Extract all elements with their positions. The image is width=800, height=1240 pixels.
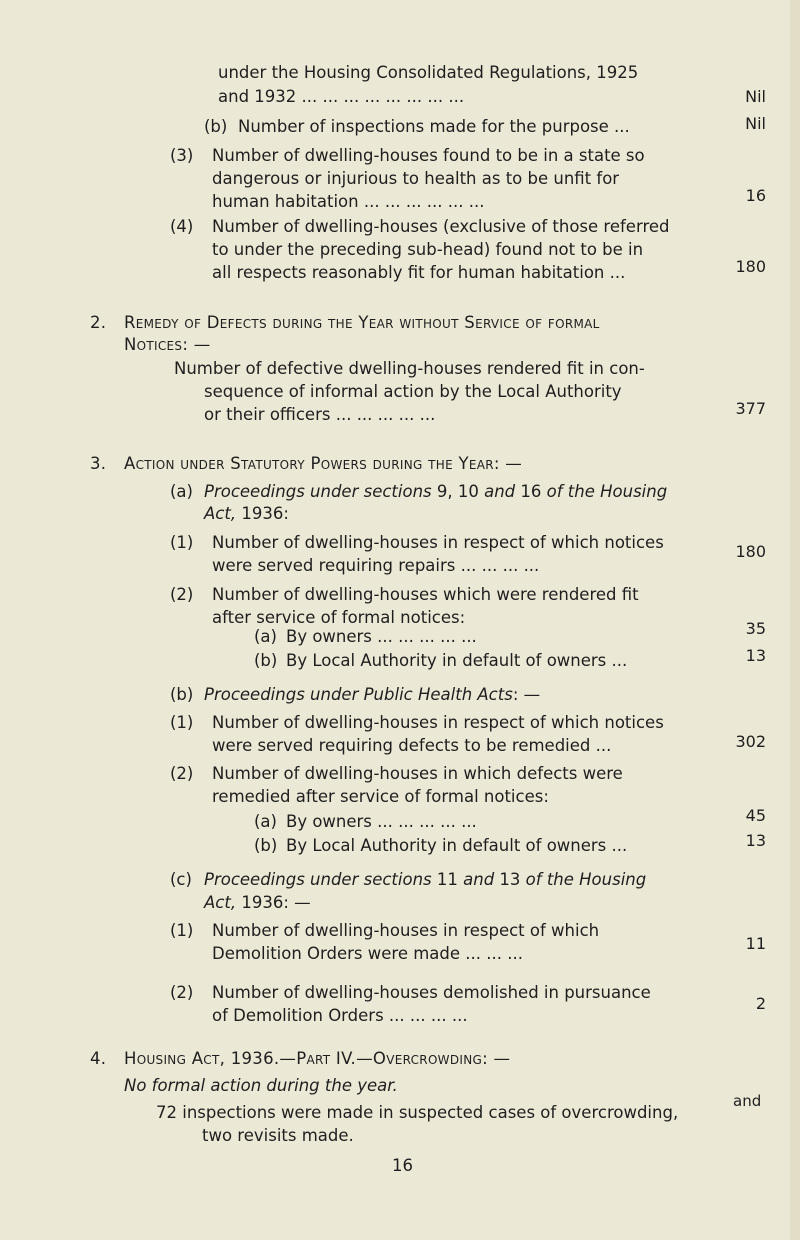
c1-number: (1)	[170, 921, 194, 940]
value-b1: 302	[735, 732, 766, 751]
value-a2a: 35	[745, 619, 766, 638]
top-line-2: and 1932 ... ... ... ... ... ... ... ...	[218, 87, 465, 106]
a2-line-1: Number of dwelling-houses which were rendered fit	[212, 585, 639, 604]
b2b-text: By Local Authority in default of owners ...	[286, 836, 628, 855]
value-item-4: 180	[735, 257, 766, 276]
item-4-line-3: all respects reasonably fit for human habitation ...	[212, 263, 626, 282]
sub-b-marker: (b)	[170, 685, 194, 704]
section-4-italic-line: No formal action during the year.	[124, 1076, 398, 1095]
value-b-inspections: Nil	[745, 114, 766, 133]
value-item-3: 16	[745, 186, 766, 205]
value-and-1932: Nil	[745, 87, 766, 106]
b1-line-1: Number of dwelling-houses in respect of which notices	[212, 713, 664, 732]
value-b2a: 45	[745, 806, 766, 825]
b2-number: (2)	[170, 764, 194, 783]
value-b2b: 13	[745, 831, 766, 850]
b1-number: (1)	[170, 713, 194, 732]
section-2-number: 2.	[90, 313, 107, 332]
value-section-2: 377	[735, 399, 766, 418]
a2a-text: By owners ... ... ... ... ...	[286, 627, 477, 646]
section-2-line-1: Number of defective dwelling-houses rendered fit in con-	[174, 359, 645, 378]
section-4-number: 4.	[90, 1049, 107, 1068]
page-number: 16	[392, 1156, 413, 1175]
item-4-line-2: to under the preceding sub-head) found not to be in	[212, 240, 644, 259]
item-b-text: Number of inspections made for the purpose ...	[238, 117, 630, 136]
sub-a-heading-line-2: Act, 1936:	[204, 504, 289, 523]
c1-line-1: Number of dwelling-houses in respect of which	[212, 921, 600, 940]
value-c2: 2	[755, 994, 766, 1013]
section-3-number: 3.	[90, 454, 107, 473]
b2a-marker: (a)	[254, 812, 277, 831]
section-3-heading: Action under Statutory Powers during the Year: —	[124, 454, 523, 473]
sub-a-marker: (a)	[170, 482, 193, 501]
a2-number: (2)	[170, 585, 194, 604]
section-2-heading-line-1: Remedy of Defects during the Year without Service of formal	[124, 313, 600, 332]
section-4-line-2: two revisits made.	[202, 1126, 354, 1145]
page-edge	[790, 0, 800, 1240]
a1-line-1: Number of dwelling-houses in respect of which notices	[212, 533, 664, 552]
c1-line-2: Demolition Orders were made ... ... ...	[212, 944, 523, 963]
b1-line-2: were served requiring defects to be remedied ...	[212, 736, 612, 755]
b2-line-2: remedied after service of formal notices:	[212, 787, 549, 806]
section-4-line-1: 72 inspections were made in suspected cases of overcrowding,	[156, 1103, 679, 1122]
item-b-marker: (b)	[204, 117, 228, 136]
item-3-line-3: human habitation ... ... ... ... ... ...	[212, 192, 485, 211]
top-line-1: under the Housing Consolidated Regulations, 1925	[218, 63, 639, 82]
a2a-marker: (a)	[254, 627, 277, 646]
item-4-line-1: Number of dwelling-houses (exclusive of those referred	[212, 217, 670, 236]
section-2-line-3: or their officers ... ... ... ... ...	[204, 405, 436, 424]
a2b-text: By Local Authority in default of owners ...	[286, 651, 628, 670]
a2-line-2: after service of formal notices:	[212, 608, 466, 627]
value-c1: 11	[745, 934, 766, 953]
value-a2b: 13	[745, 646, 766, 665]
b2-line-1: Number of dwelling-houses in which defects were	[212, 764, 623, 783]
a1-line-2: were served requiring repairs ... ... ... ...	[212, 556, 540, 575]
sub-c-marker: (c)	[170, 870, 192, 889]
b2a-text: By owners ... ... ... ... ...	[286, 812, 477, 831]
item-3-number: (3)	[170, 146, 194, 165]
item-3-line-2: dangerous or injurious to health as to be unfit for	[212, 169, 620, 188]
section-2-line-2: sequence of informal action by the Local Authority	[204, 382, 622, 401]
sub-c-heading-line-1: Proceedings under sections 11 and 13 of the Housing	[204, 870, 647, 889]
c2-line-1: Number of dwelling-houses demolished in pursuance	[212, 983, 651, 1002]
a2b-marker: (b)	[254, 651, 278, 670]
c2-number: (2)	[170, 983, 194, 1002]
sub-b-heading: Proceedings under Public Health Acts: —	[204, 685, 541, 704]
section-4-line-1-tail: and	[733, 1092, 762, 1110]
value-a1: 180	[735, 542, 766, 561]
item-3-line-1: Number of dwelling-houses found to be in a state so	[212, 146, 645, 165]
a1-number: (1)	[170, 533, 194, 552]
section-4-heading: Housing Act, 1936.—Part IV.—Overcrowding: —	[124, 1049, 511, 1068]
b2b-marker: (b)	[254, 836, 278, 855]
section-2-heading-line-2: Notices: —	[124, 335, 211, 354]
sub-c-heading-line-2: Act, 1936: —	[204, 893, 311, 912]
sub-a-heading-line-1: Proceedings under sections 9, 10 and 16 of the Housing	[204, 482, 668, 501]
item-4-number: (4)	[170, 217, 194, 236]
c2-line-2: of Demolition Orders ... ... ... ...	[212, 1006, 468, 1025]
